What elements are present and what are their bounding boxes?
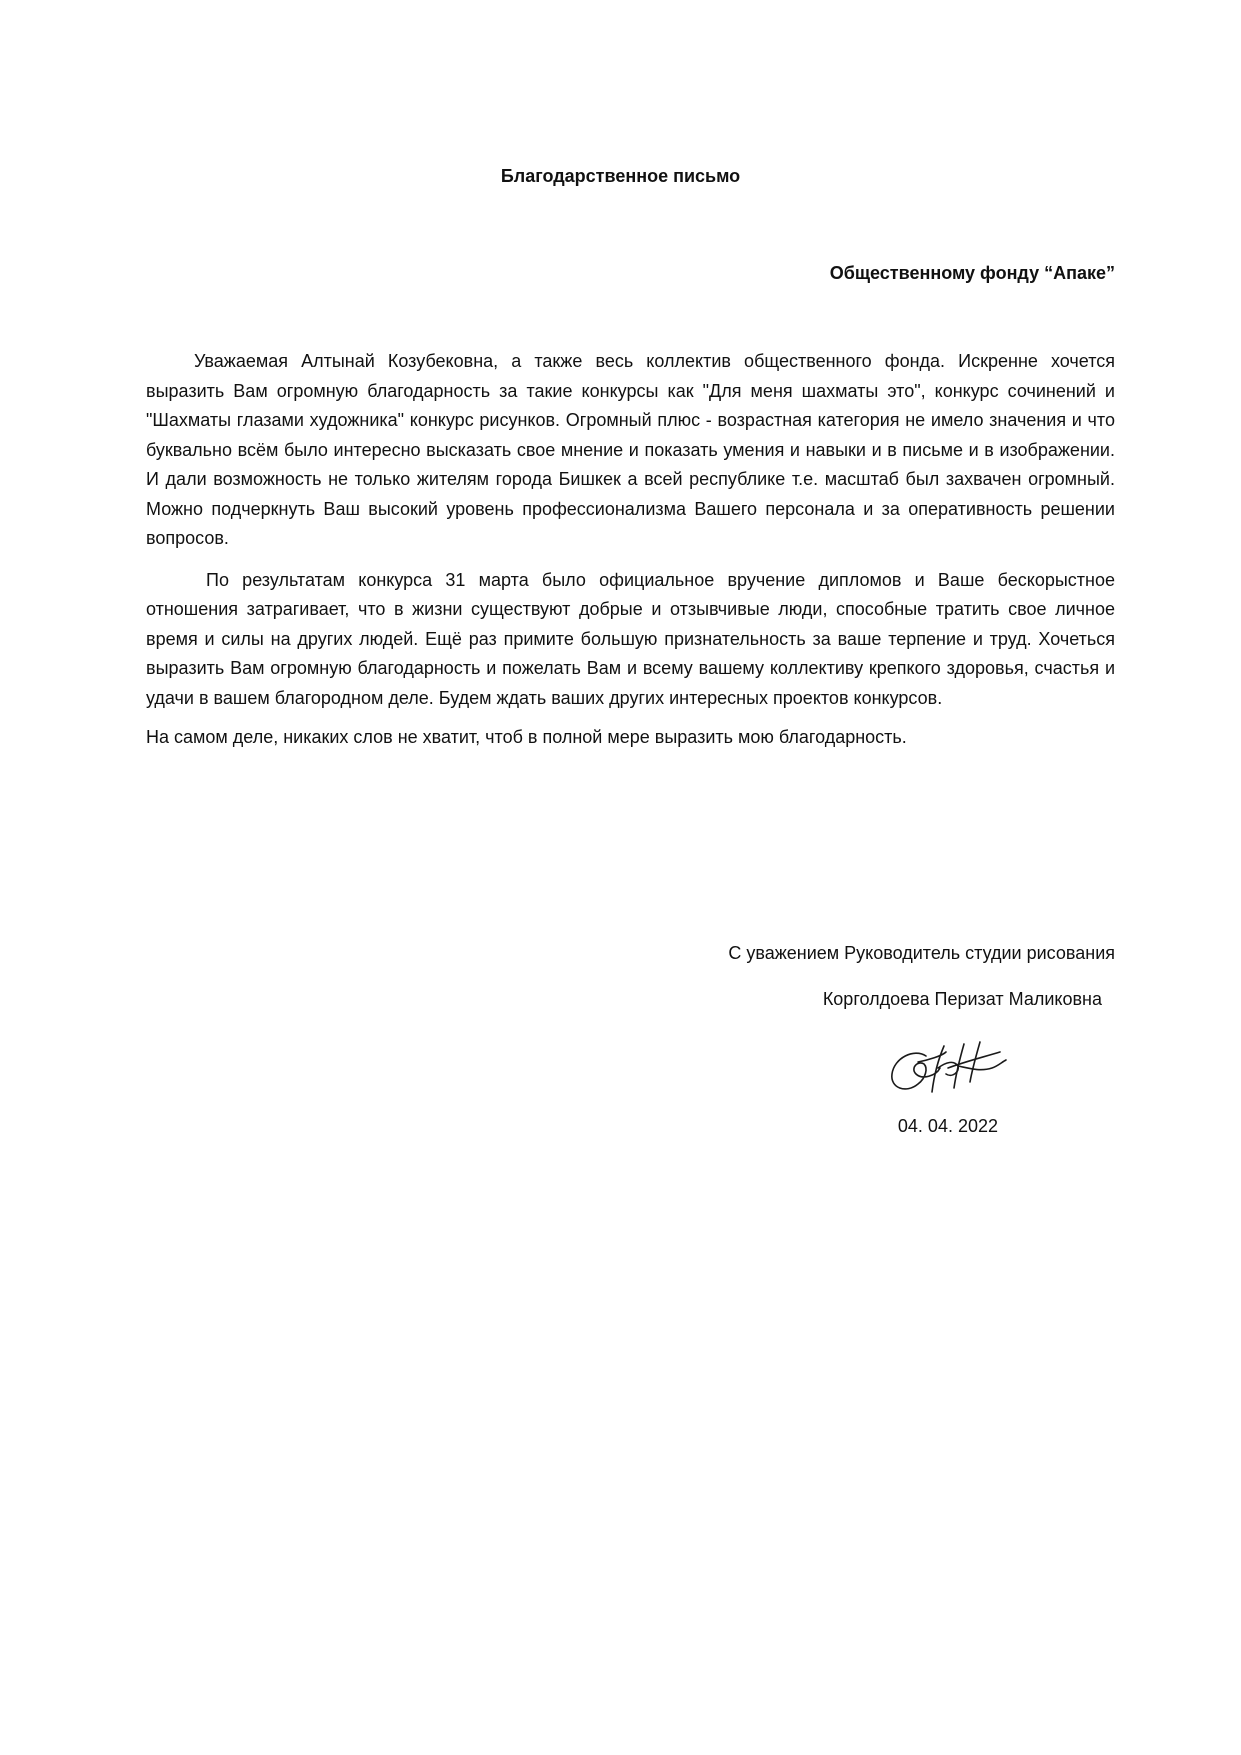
letter-body — [146, 347, 1115, 753]
body-paragraph-2: По результатам конкурса 31 марта было официальное вручение дипломов и Ваше бескорыстное отношения затрагивает, что в жизни существуют добрые и отзывчивые люди, способные тратить свое личное время и силы на других людей. Ещё раз примите большую признательность за ваше терпение и труд. Хочеться выразить Вам огромную благодарность и пожелать Вам и всему вашему коллективу крепкого здоровья, счастья и удачи в вашем благородном деле. Будем ждать ваших других интересных проектов конкурсов. — [146, 569, 1115, 708]
body-paragraph-3: На самом деле, никаких слов не хватит, чтоб в полной мере выразить мою благодарность. — [146, 727, 907, 747]
letter-date: 04. 04. 2022 — [897, 1116, 998, 1136]
closing-line: С уважением Руководитель студии рисования — [728, 943, 1115, 963]
body-paragraph-1: Уважаемая Алтынай Козубековна, а также весь коллектив общественного фонда. Искренне хочется выразить Вам огромную благодарность за такие конкурсы как "Для меня шахматы это", конкурс сочинений и "Шахматы глазами художника" конкурс рисунков. Огромный плюс - возрастная категория не имело значения и что буквально всём было интересно высказать свое мнение и показать умения и навыки и в письме и в изображении. И дали возможность не только жителям города Бишкек а всей республике т.е. масштаб был захвачен огромный. Можно подчеркнуть Ваш высокий уровень профессионализма Вашего персонала и за оперативность решении вопросов. — [146, 351, 1115, 548]
letter-addressee: Общественному фонду “Апаке” — [829, 263, 1115, 283]
signatory-name: Корголдоева Перизат Маликовна — [822, 989, 1102, 1009]
signature-icon — [888, 1038, 1010, 1096]
letter-title: Благодарственное письмо — [500, 166, 741, 186]
